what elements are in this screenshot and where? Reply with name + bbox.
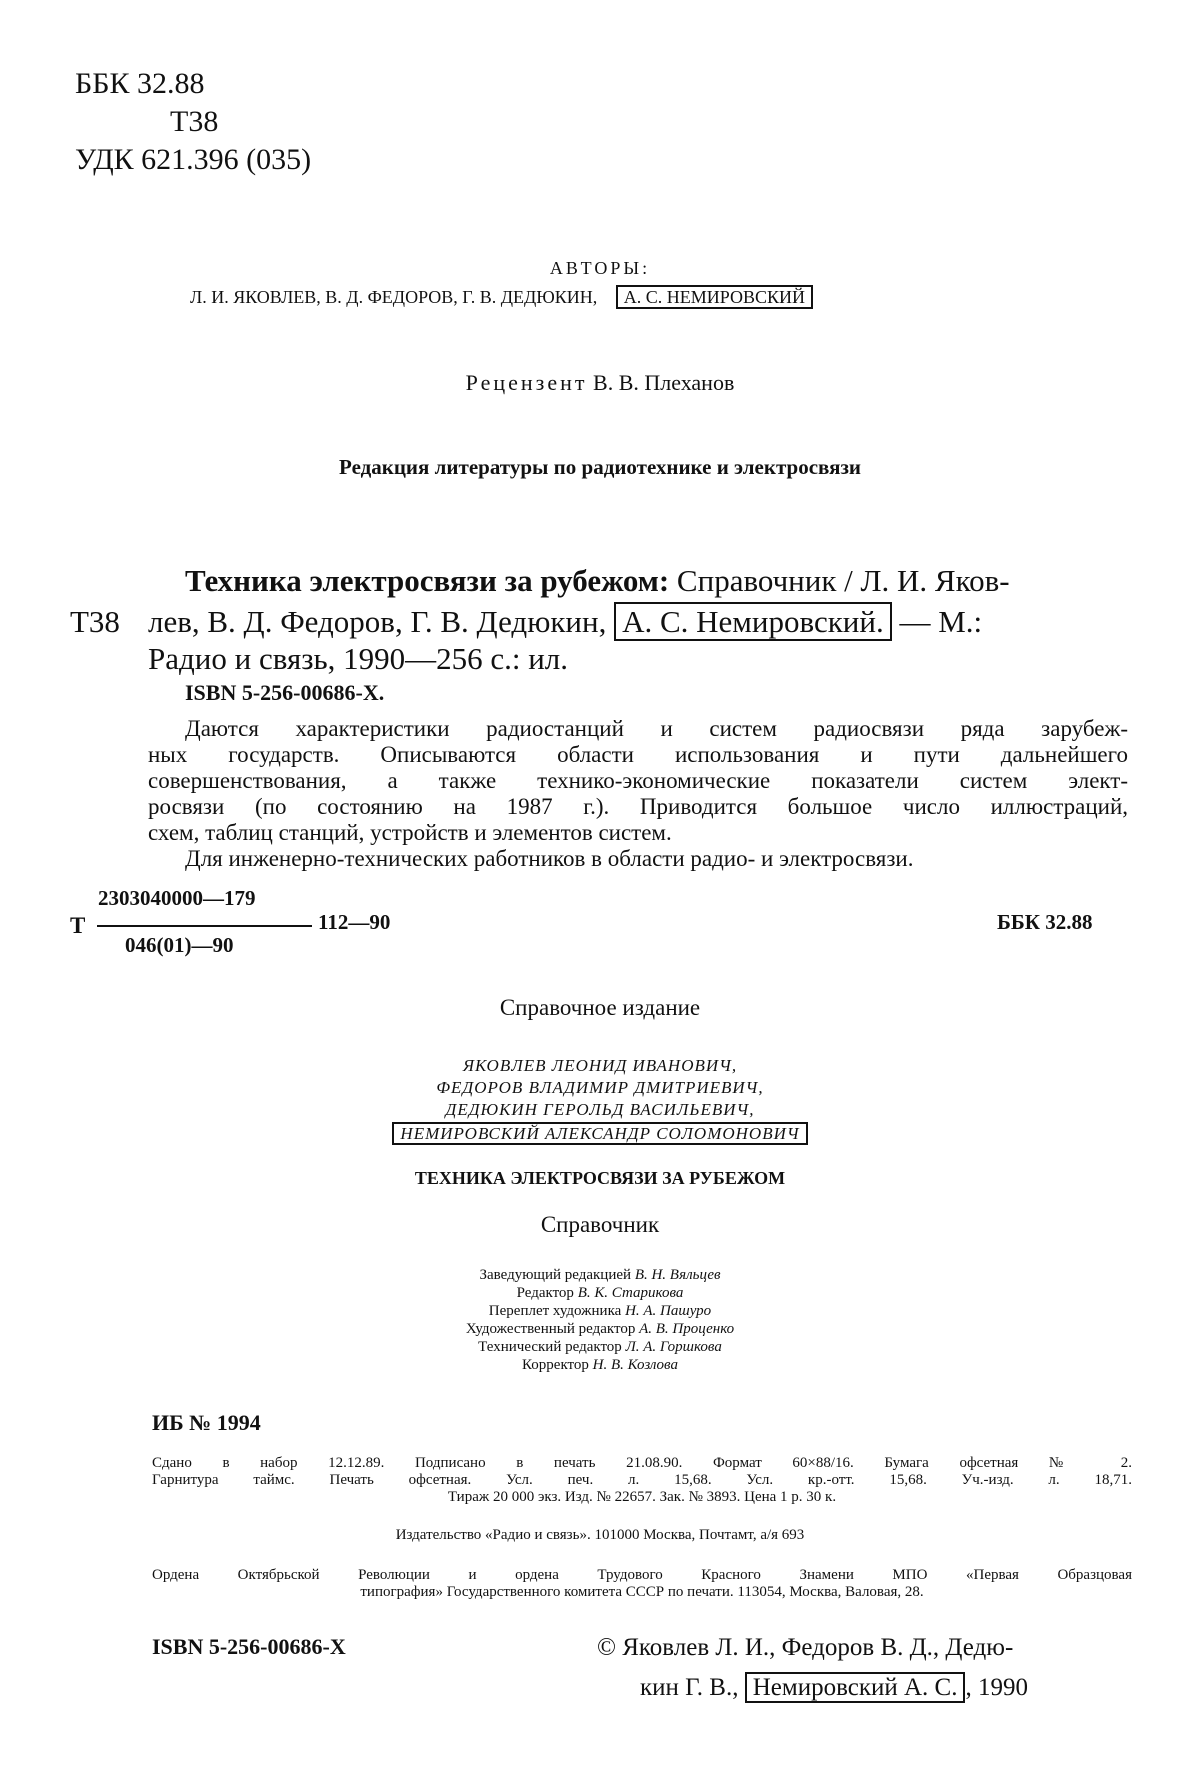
index-code-numerator: 2303040000—179 bbox=[98, 886, 256, 910]
staff-role: Корректор bbox=[522, 1357, 589, 1373]
audience-line: Для инженерно-технических работников в области радио- и электросвязи. bbox=[185, 846, 914, 871]
staff-role: Заведующий редакцией bbox=[479, 1267, 632, 1283]
full-name: ДЕДЮКИН ГЕРОЛЬД ВАСИЛЬЕВИЧ, bbox=[445, 1100, 755, 1119]
fraction-bar bbox=[97, 925, 312, 927]
annotation-line: росвязи (по состоянию на 1987 г.). Приводится большое число иллюстраций, bbox=[148, 794, 1128, 819]
catalog-margin-code: Т38 bbox=[70, 604, 120, 639]
printer-info bbox=[152, 1567, 1132, 1601]
author-code: Т38 bbox=[170, 105, 219, 138]
annotation-line: схем, таблиц станций, устройств и элементов систем. bbox=[148, 820, 672, 845]
printer-line: типография» Государственного комитета СССР по печати. 113054, Москва, Валовая, 28. bbox=[360, 1584, 924, 1600]
copyright-boxed-name: Немировский А. С. bbox=[745, 1672, 966, 1703]
colophon-book-subtitle: Справочник bbox=[540, 1212, 660, 1237]
staff-row bbox=[0, 1302, 1200, 1320]
staff-row bbox=[0, 1284, 1200, 1302]
annotation-line: ных государств. Описываются области использования и пути дальнейшего bbox=[148, 742, 1128, 767]
bottom-isbn: ISBN 5-256-00686-X bbox=[152, 1634, 346, 1659]
printer-line: Ордена Октябрьской Революции и ордена Трудового Красного Знамени МПО «Первая Образцовая bbox=[152, 1567, 1132, 1583]
authors-line bbox=[190, 287, 813, 308]
reviewer-label: Рецензент bbox=[465, 370, 588, 395]
catalog-line-2-before: лев, В. Д. Федоров, Г. В. Дедюкин, bbox=[148, 604, 607, 639]
staff-row bbox=[0, 1266, 1200, 1284]
print-info-line: Тираж 20 000 экз. Изд. № 22657. Зак. № 3893. Цена 1 р. 30 к. bbox=[447, 1489, 837, 1505]
staff-list bbox=[0, 1266, 1200, 1374]
staff-name: Н. А. Пашуро bbox=[625, 1303, 712, 1319]
authors-boxed-name: А. С. НЕМИРОВСКИЙ bbox=[616, 285, 813, 309]
staff-name: В. К. Старикова bbox=[577, 1285, 684, 1301]
staff-name: А. В. Проценко bbox=[639, 1321, 735, 1337]
catalog-line-2-after: — М.: bbox=[899, 604, 983, 639]
annotation-paragraph bbox=[148, 716, 1128, 872]
colophon-book-title: ТЕХНИКА ЭЛЕКТРОСВЯЗИ ЗА РУБЕЖОМ bbox=[414, 1168, 786, 1188]
udk-classification: УДК 621.396 (035) bbox=[75, 143, 312, 176]
catalog-line-3: Радио и связь, 1990—256 с.: ил. bbox=[148, 641, 569, 676]
staff-name: В. Н. Вяльцев bbox=[634, 1267, 721, 1283]
copyright-line-1: © Яковлев Л. И., Федоров В. Д., Дедю- bbox=[597, 1634, 1014, 1661]
catalog-line-2 bbox=[148, 603, 982, 641]
staff-row bbox=[0, 1356, 1200, 1374]
reviewer-line bbox=[0, 370, 1200, 396]
authors-heading: АВТОРЫ: bbox=[549, 258, 651, 278]
staff-row bbox=[0, 1338, 1200, 1356]
full-name: ФЕДОРОВ ВЛАДИМИР ДМИТРИЕВИЧ, bbox=[436, 1078, 764, 1097]
ib-number: ИБ № 1994 bbox=[152, 1410, 261, 1435]
full-name: ЯКОВЛЕВ ЛЕОНИД ИВАНОВИЧ, bbox=[462, 1056, 738, 1075]
authors-names: Л. И. ЯКОВЛЕВ, В. Д. ФЕДОРОВ, Г. В. ДЕДЮКИН, bbox=[190, 287, 598, 307]
catalog-isbn: ISBN 5-256-00686-X. bbox=[185, 680, 385, 705]
boxed-full-name: НЕМИРОВСКИЙ АЛЕКСАНДР СОЛОМОНОВИЧ bbox=[392, 1122, 807, 1145]
full-names-list bbox=[0, 1055, 1200, 1145]
index-bbk: ББК 32.88 bbox=[997, 910, 1093, 934]
copyright-year: , 1990 bbox=[965, 1674, 1028, 1701]
print-info bbox=[152, 1455, 1132, 1506]
annotation-line: Даются характеристики радиостанций и систем радиосвязи ряда зарубеж- bbox=[185, 716, 1128, 741]
staff-role: Технический редактор bbox=[478, 1339, 622, 1355]
editorial-office: Редакция литературы по радиотехнике и электросвязи bbox=[339, 455, 861, 479]
index-code-letter: Т bbox=[70, 913, 86, 938]
copyright-line-2 bbox=[640, 1668, 1028, 1708]
print-info-line: Сдано в набор 12.12.89. Подписано в печать 21.08.90. Формат 60×88/16. Бумага офсетная № 2. bbox=[152, 1455, 1132, 1471]
catalog-line-1 bbox=[185, 562, 1010, 600]
reviewer-name: В. В. Плеханов bbox=[593, 370, 735, 395]
publisher-address: Издательство «Радио и связь». 101000 Москва, Почтамт, а/я 693 bbox=[395, 1527, 805, 1543]
staff-row bbox=[0, 1320, 1200, 1338]
bbk-classification: ББК 32.88 bbox=[75, 67, 205, 100]
print-info-line: Гарнитура таймс. Печать офсетная. Усл. печ. л. 15,68. Усл. кр.-отт. 15,68. Уч.-изд. л. 18,71. bbox=[152, 1472, 1132, 1488]
annotation-line: совершенствования, а также технико-экономические показатели систем элект- bbox=[148, 768, 1128, 793]
copyright-line-2-before: кин Г. В., bbox=[640, 1674, 739, 1701]
index-code-denominator: 046(01)—90 bbox=[125, 933, 234, 957]
catalog-boxed-author: А. С. Немировский. bbox=[614, 602, 892, 641]
index-code-suffix: 112—90 bbox=[318, 910, 391, 934]
catalog-line-1-rest: Справочник / Л. И. Яков- bbox=[676, 563, 1010, 598]
staff-name: Л. А. Горшкова bbox=[625, 1339, 722, 1355]
edition-type: Справочное издание bbox=[499, 995, 701, 1020]
staff-name: Н. В. Козлова bbox=[592, 1357, 678, 1373]
staff-role: Редактор bbox=[516, 1285, 574, 1301]
staff-role: Переплет художника bbox=[488, 1303, 622, 1319]
staff-role: Художественный редактор bbox=[465, 1321, 636, 1337]
book-title: Техника электросвязи за рубежом: bbox=[185, 563, 670, 598]
